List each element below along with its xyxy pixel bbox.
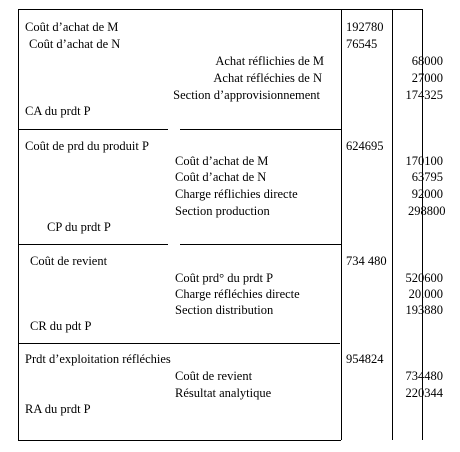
top-rule xyxy=(18,9,180,10)
credit-value: 27000 xyxy=(411,71,443,85)
credit-value: 193880 xyxy=(405,303,443,317)
credit-value: 68000 xyxy=(411,54,443,68)
credit-value: 63795 xyxy=(411,170,443,184)
credit-label: Charge réfléchies directe xyxy=(175,287,300,301)
credit-label: Achat réfléchies de N xyxy=(213,71,322,85)
total-label: CA du prdt P xyxy=(25,104,91,118)
debit-value: 954824 xyxy=(346,352,384,366)
section-divider xyxy=(18,244,168,245)
section-divider xyxy=(180,129,341,130)
debit-value: 76545 xyxy=(346,37,378,51)
credit-value: 520600 xyxy=(405,271,443,285)
credit-label: Coût de revient xyxy=(175,369,253,383)
credit-label: Coût prd° du prdt P xyxy=(175,271,274,285)
credit-value: 174325 xyxy=(405,88,443,102)
debit-value: 192780 xyxy=(346,20,384,34)
total-label: CR du pdt P xyxy=(30,319,92,333)
section-divider xyxy=(18,343,340,344)
left-line: Coût d’achat de M xyxy=(25,20,119,34)
bottom-rule xyxy=(18,440,341,441)
credit-label: Section production xyxy=(175,204,270,218)
credit-label: Section distribution xyxy=(175,303,274,317)
left-line: Prdt d’exploitation réfléchies xyxy=(25,352,171,366)
section-divider xyxy=(180,244,341,245)
credit-value: 298800 xyxy=(408,204,446,218)
credit-value: 734480 xyxy=(405,369,443,383)
credit-value: 220344 xyxy=(405,386,443,400)
credit-value: 170100 xyxy=(405,154,443,168)
section-divider xyxy=(18,129,168,130)
credit-label: Résultat analytique xyxy=(175,386,272,400)
credit-label: Coût d’achat de N xyxy=(175,170,267,184)
left-line: Coût de prd du produit P xyxy=(25,139,149,153)
credit-label: Coût d’achat de M xyxy=(175,154,269,168)
debit-value: 734 480 xyxy=(346,254,387,268)
credit-value: 92000 xyxy=(411,187,443,201)
credit-label: Achat réflichies de M xyxy=(215,54,324,68)
top-rule xyxy=(180,9,422,10)
credit-value: 20.000 xyxy=(408,287,443,301)
debit-value: 624695 xyxy=(346,139,384,153)
total-label: CP du prdt P xyxy=(47,220,111,234)
left-line: Coût d’achat de N xyxy=(29,37,121,51)
credit-label: Section d’approvisionnement xyxy=(173,88,320,102)
credit-column-rule xyxy=(392,9,393,440)
credit-label: Charge réflichies directe xyxy=(175,187,298,201)
left-border xyxy=(18,9,19,440)
total-label: RA du prdt P xyxy=(25,402,91,416)
left-line: Coût de revient xyxy=(30,254,108,268)
debit-column-rule xyxy=(341,9,342,440)
